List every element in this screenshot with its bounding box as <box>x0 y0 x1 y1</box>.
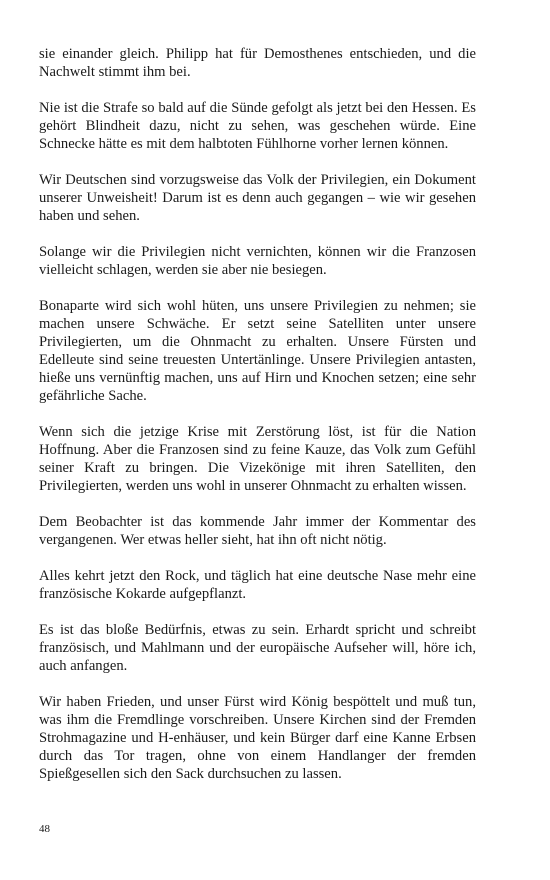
paragraph: Bonaparte wird sich wohl hüten, uns unsere Privilegien zu nehmen; sie machen unsere Schwäche. Er setzt seine Satelliten unter unsere Privilegierten, um die Ohnmacht zu erhalten. Unsere Fürsten und Edelleute sind seine treuesten Untertänlinge. Unsere Privilegien antasten, hieße uns vernünftig machen, uns auf Hirn und Knochen setzen; eine sehr gefährliche Sache. <box>39 298 476 404</box>
paragraph: Solange wir die Privilegien nicht vernichten, können wir die Franzosen vielleicht schlagen, werden sie aber nie besiegen. <box>39 244 476 278</box>
body-text <box>39 45 476 801</box>
paragraph: Dem Beobachter ist das kommende Jahr immer der Kommentar des vergangenen. Wer etwas heller sieht, hat ihn oft nicht nötig. <box>39 514 476 548</box>
paragraph: Wir haben Frieden, und unser Fürst wird König bespöttelt und muß tun, was ihm die Fremdlinge vorschreiben. Unsere Kirchen sind der Fremden Strohmagazine und H-enhäuser, und kein Bürger darf eine Kanne Erbsen durch das Tor tragen, ohne von einem Handlanger der fremden Spießgesellen sich den Sack durchsuchen zu lassen. <box>39 694 476 782</box>
paragraph: Es ist das bloße Bedürfnis, etwas zu sein. Erhardt spricht und schreibt französisch, und Mahlmann und der europäische Aufseher will, höre ich, auch anfangen. <box>39 622 476 674</box>
paragraph: Wir Deutschen sind vorzugsweise das Volk der Privilegien, ein Dokument unserer Unweisheit! Darum ist es denn auch gegangen – wie wir gesehen haben und sehen. <box>39 172 476 224</box>
paragraph: Wenn sich die jetzige Krise mit Zerstörung löst, ist für die Nation Hoffnung. Aber die Franzosen sind zu feine Kauze, das Volk zum Gefühl seiner Kraft zu bringen. Die Vizekönige mit ihren Satelliten, den Privilegierten, werden uns wohl in unserer Ohnmacht zu erhalten wissen. <box>39 424 476 494</box>
paragraph: Alles kehrt jetzt den Rock, und täglich hat eine deutsche Nase mehr eine französische Kokarde aufgepflanzt. <box>39 568 476 602</box>
paragraph: Nie ist die Strafe so bald auf die Sünde gefolgt als jetzt bei den Hessen. Es gehört Blindheit dazu, nicht zu sehen, was geschehen würde. Eine Schnecke hätte es mit dem halbtoten Fühlhorne vorher lernen können. <box>39 100 476 152</box>
page-number: 48 <box>39 823 50 835</box>
paragraph: sie einander gleich. Philipp hat für Demosthenes entschieden, und die Nachwelt stimmt ihm bei. <box>39 46 476 80</box>
